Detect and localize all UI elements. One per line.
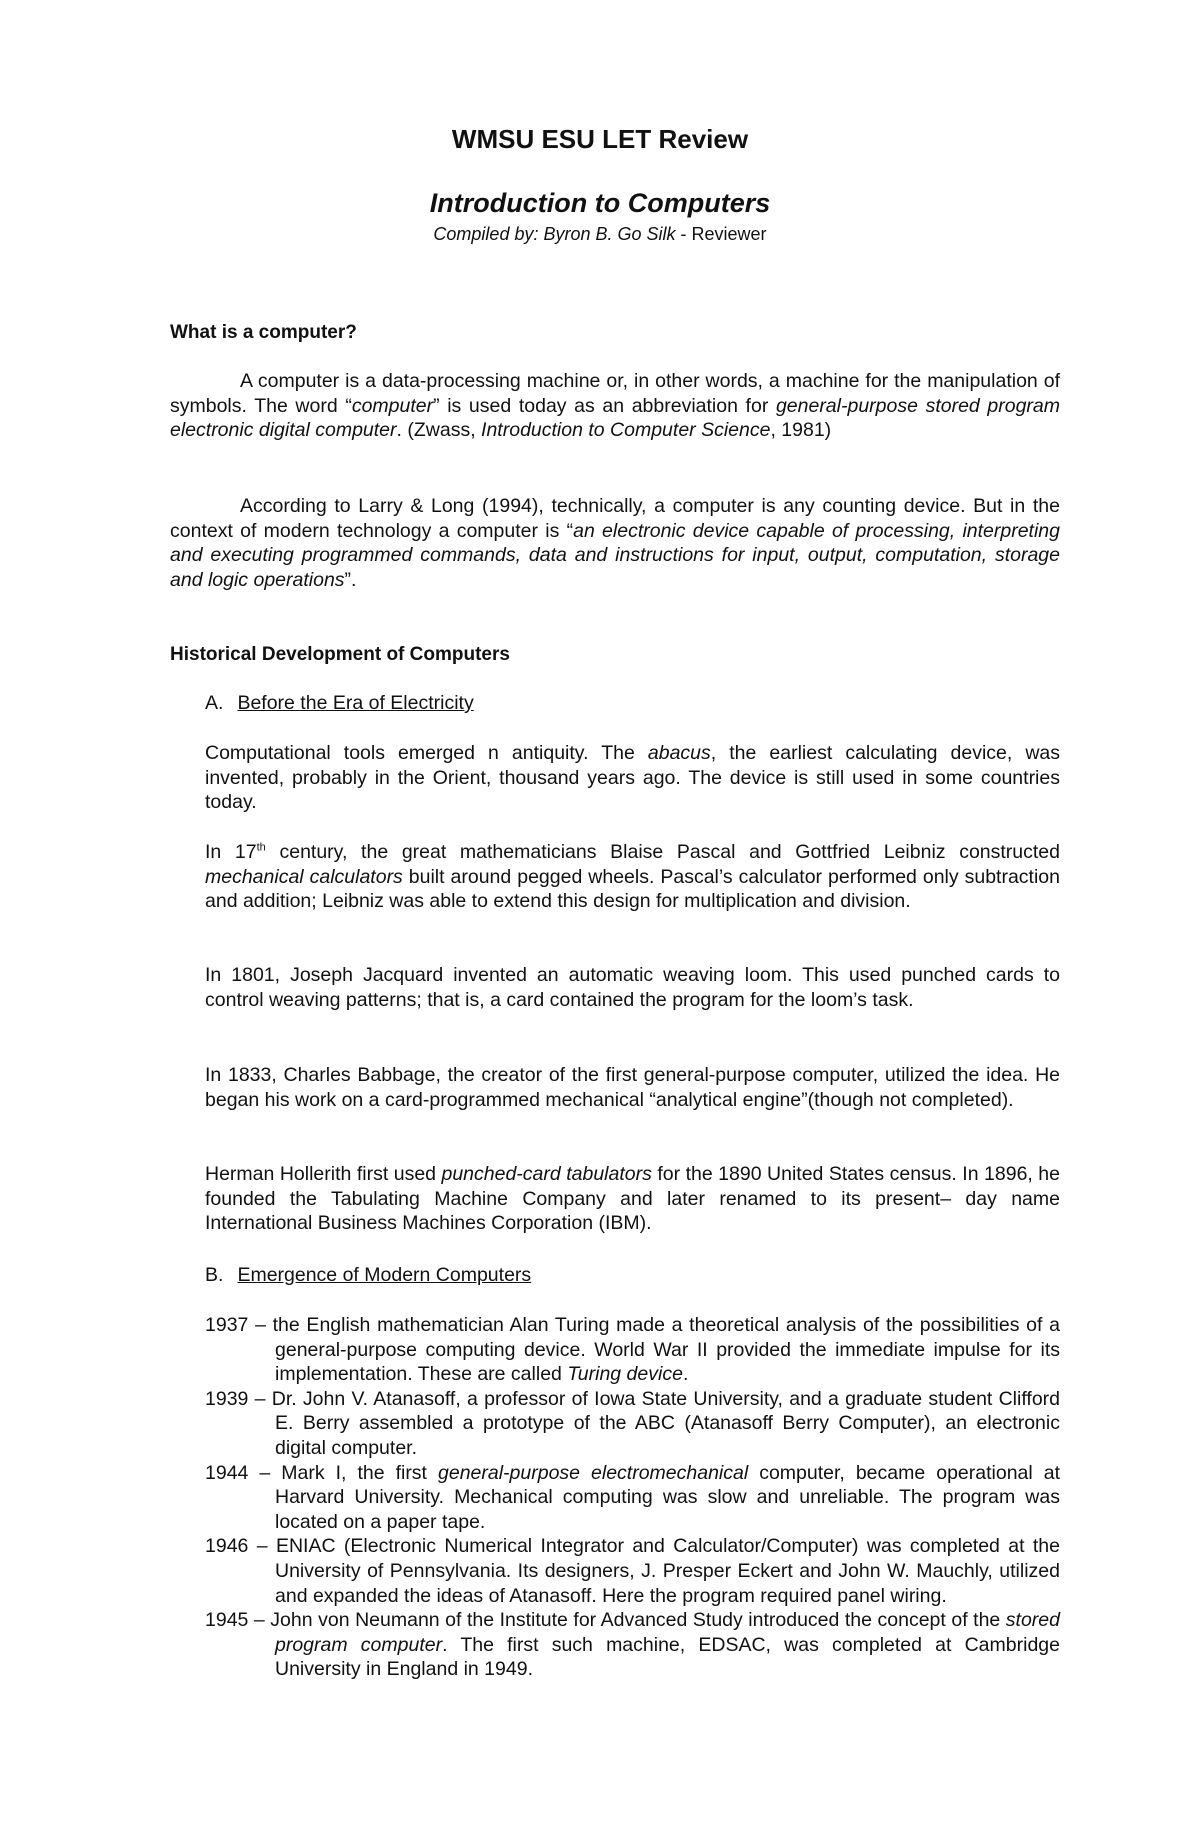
subsection-heading-b <box>205 1264 531 1287</box>
subsection-letter: A. <box>205 692 224 714</box>
superscript: th <box>256 841 266 854</box>
document-title: WMSU ESU LET Review <box>451 124 749 154</box>
compiled-by-role: - Reviewer <box>675 224 767 244</box>
paragraph-pascal-leibniz <box>205 840 1060 914</box>
text-run-italic: stored program computer <box>275 1609 1060 1656</box>
text-run: In 17 <box>205 841 257 863</box>
text-run-italic: computer <box>351 394 434 417</box>
text-run: 1944 – Mark I, the first <box>205 1461 438 1484</box>
compiled-by-line <box>0 224 1200 245</box>
text-run: According to Larry & Long (1994), technically, a computer is any counting device. But in the context of modern technology a computer is “ <box>170 495 1060 542</box>
text-run: ”. <box>344 568 357 591</box>
text-run: 1937 – the English mathematician Alan Turing made a theoretical analysis of the possibilities of a general-purpose computing device. World War II provided the immediate impulse for its implementation. These are called <box>205 1314 1060 1386</box>
text-run-italic: Turing device <box>567 1363 683 1386</box>
text-run-italic: general-purpose electromechanical <box>438 1461 749 1484</box>
text-run: . <box>682 1363 689 1386</box>
timeline-item-1944 <box>205 1461 1060 1535</box>
paragraph-abacus <box>205 741 1060 815</box>
text-run-italic: an electronic device capable of processing, interpreting and executing programmed commands, data and instructions for input, output, computation, storage and logic operations <box>170 519 1060 591</box>
text-run-italic: abacus <box>647 742 711 764</box>
paragraph-definition-larry-long <box>170 494 1060 592</box>
text-run: Computational tools emerged n antiquity. The <box>205 742 648 764</box>
text-run: built around pegged wheels. Pascal’s calculator performed only subtraction and addition; Leibniz was able to extend this design for multiplication and division. <box>205 865 1060 913</box>
text-run: for the 1890 United States census. In 1896, he founded the Tabulating Machine Company and later renamed to its present– day name International Business Machines Corporation (IBM). <box>205 1163 1060 1235</box>
text-run: Herman Hollerith first used <box>205 1163 442 1185</box>
timeline-list <box>205 1313 1060 1682</box>
paragraph-babbage: In 1833, Charles Babbage, the creator of the first general-purpose computer, utilized the idea. He began his work on a card-programmed mechanical “analytical engine”(though not completed). <box>205 1064 1060 1111</box>
document-subtitle: Introduction to Computers <box>429 188 771 218</box>
subsection-label: Emergence of Modern Computers <box>237 1264 532 1286</box>
text-run-italic: Introduction to Computer Science <box>481 419 771 442</box>
timeline-item-1945 <box>205 1608 1060 1682</box>
timeline-item-1939: 1939 – Dr. John V. Atanasoff, a professor of Iowa State University, and a graduate student Clifford E. Berry assembled a prototype of the ABC (Atanasoff Berry Computer), an electronic digital computer. <box>205 1387 1060 1459</box>
text-run-italic: punched-card tabulators <box>441 1163 652 1185</box>
text-run: century, the great mathematicians Blaise Pascal and Gottfried Leibniz constructed <box>265 841 1061 863</box>
paragraph-hollerith <box>205 1162 1060 1236</box>
text-run: 1945 – John von Neumann of the Institute for Advanced Study introduced the concept of the <box>205 1609 1006 1632</box>
paragraph-jacquard: In 1801, Joseph Jacquard invented an automatic weaving loom. This used punched cards to control weaving patterns; that is, a card contained the program for the loom’s task. <box>205 964 1060 1011</box>
text-run: computer, became operational at Harvard University. Mechanical computing was slow and unreliable. The program was located on a paper tape. <box>275 1461 1060 1533</box>
paragraph-definition-zwass <box>170 369 1060 443</box>
section-heading-historical-development: Historical Development of Computers <box>170 644 510 665</box>
text-run: , 1981) <box>770 419 832 442</box>
subsection-letter: B. <box>205 1264 224 1286</box>
compiled-by-text: Compiled by: Byron B. Go Silk <box>433 224 676 244</box>
text-run-italic: general-purpose stored program electronic digital computer <box>170 394 1061 442</box>
text-run: A computer is a data-processing machine or, in other words, a machine for the manipulation of symbols. The word “ <box>170 370 1060 417</box>
section-heading-what-is-computer: What is a computer? <box>170 322 357 343</box>
subsection-label: Before the Era of Electricity <box>237 692 474 714</box>
subsection-heading-a <box>205 692 474 715</box>
text-run: ” is used today as an abbreviation for <box>433 394 776 417</box>
text-run: , the earliest calculating device, was invented, probably in the Orient, thousand years ago. The device is still used in some countries today. <box>205 742 1061 814</box>
text-run: . The first such machine, EDSAC, was completed at Cambridge University in England in 1949. <box>275 1633 1060 1681</box>
timeline-item-1946: 1946 – ENIAC (Electronic Numerical Integrator and Calculator/Computer) was completed at the University of Pennsylvania. Its designers, J. Presper Eckert and John W. Mauchly, utilized and expanded the ideas of Atanasoff. Here the program required panel wiring. <box>205 1535 1060 1607</box>
text-run-italic: mechanical calculators <box>205 865 403 888</box>
text-run: . (Zwass, <box>396 419 482 442</box>
timeline-item-1937 <box>205 1313 1060 1387</box>
